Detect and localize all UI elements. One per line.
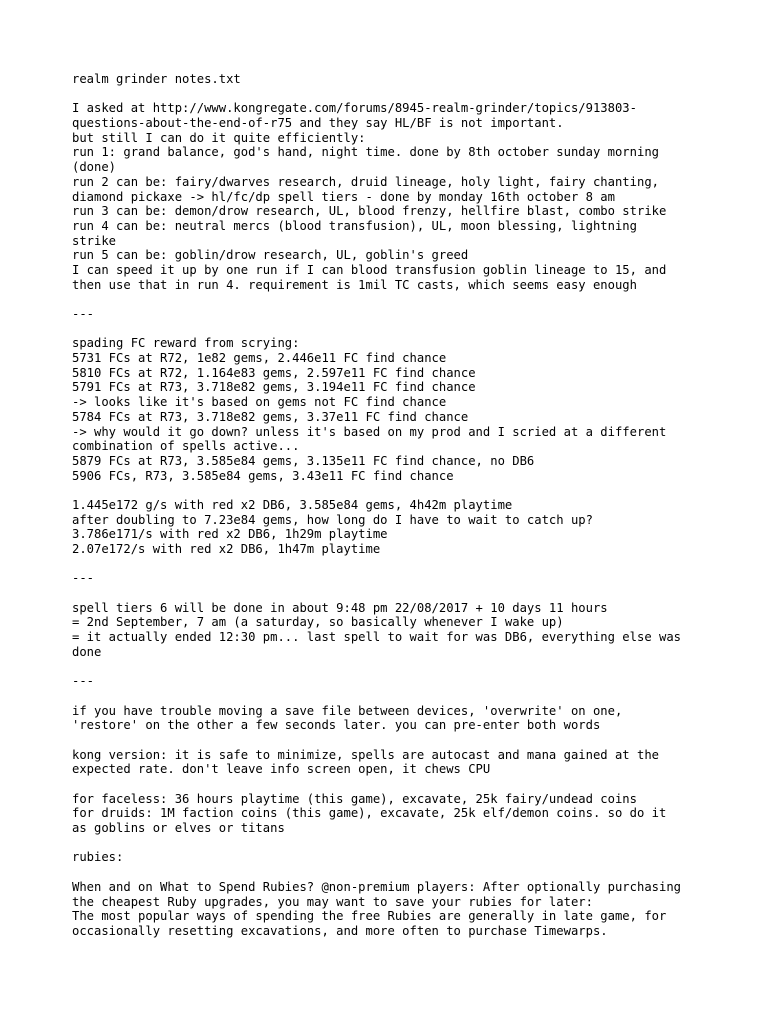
- text-line: 3.786e171/s with red x2 DB6, 1h29m playtime: [72, 527, 388, 542]
- text-line: 1.445e172 g/s with red x2 DB6, 3.585e84 gems, 4h42m playtime: [72, 497, 513, 512]
- text-line: [72, 836, 712, 851]
- text-line: for druids: 1M faction coins (this game), excavate, 25k elf/demon coins. so do it: [72, 806, 667, 821]
- text-line: 5791 FCs at R73, 3.718e82 gems, 3.194e11 FC find chance: [72, 380, 476, 395]
- text-line: [72, 777, 712, 792]
- text-line: but still I can do it quite efficiently:: [72, 130, 366, 145]
- text-line: after doubling to 7.23e84 gems, how long do I have to wait to catch up?: [72, 512, 593, 527]
- text-line: occasionally resetting excavations, and more often to purchase Timewarps.: [72, 923, 608, 938]
- text-line: (done): [72, 160, 117, 175]
- text-line: spell tiers 6 will be done in about 9:48 pm 22/08/2017 + 10 days 11 hours: [72, 600, 608, 615]
- text-line: [72, 483, 712, 498]
- text-line: done: [72, 644, 102, 659]
- text-line: = 2nd September, 7 am (a saturday, so basically whenever I wake up): [72, 615, 564, 630]
- text-line: The most popular ways of spending the free Rubies are generally in late game, for: [72, 909, 667, 924]
- text-line: 2.07e172/s with red x2 DB6, 1h47m playtime: [72, 542, 381, 556]
- text-line: When and on What to Spend Rubies? @non-premium players: After optionally purchasing: [72, 879, 682, 894]
- text-line: 'restore' on the other a few seconds later. you can pre-enter both words: [72, 718, 601, 733]
- text-line: [72, 322, 712, 337]
- text-line: spading FC reward from scrying:: [72, 336, 300, 351]
- text-line: [72, 557, 712, 572]
- text-document: [72, 72, 712, 939]
- text-line: [72, 292, 712, 307]
- text-line: run 1: grand balance, god's hand, night time. done by 8th october sunday morning: [72, 145, 659, 160]
- text-line: realm grinder notes.txt: [72, 72, 241, 86]
- text-line: run 5 can be: goblin/drow research, UL, goblin's greed: [72, 248, 469, 263]
- text-line: [72, 733, 712, 748]
- text-line: then use that in run 4. requirement is 1mil TC casts, which seems easy enough: [72, 277, 637, 292]
- text-line: [72, 660, 712, 675]
- text-line: ---: [72, 307, 95, 321]
- text-line: I can speed it up by one run if I can blood transfusion goblin lineage to 15, and: [72, 262, 667, 277]
- text-line: 5906 FCs, R73, 3.585e84 gems, 3.43e11 FC find chance: [72, 468, 454, 483]
- text-line: as goblins or elves or titans: [72, 821, 285, 836]
- text-line: 5784 FCs at R73, 3.718e82 gems, 3.37e11 FC find chance: [72, 409, 469, 424]
- text-line: [72, 586, 712, 601]
- text-line: I asked at http://www.kongregate.com/forums/8945-realm-grinder/topics/913803-: [72, 101, 637, 116]
- text-line: run 3 can be: demon/drow research, UL, blood frenzy, hellfire blast, combo strike: [72, 204, 667, 219]
- text-line: combination of spells active...: [72, 439, 300, 454]
- text-line: if you have trouble moving a save file between devices, 'overwrite' on one,: [72, 703, 623, 718]
- text-line: kong version: it is safe to minimize, spells are autocast and mana gained at the: [72, 747, 659, 762]
- text-line: run 4 can be: neutral mercs (blood transfusion), UL, moon blessing, lightning: [72, 218, 637, 233]
- text-line: 5810 FCs at R72, 1.164e83 gems, 2.597e11 FC find chance: [72, 365, 476, 380]
- text-line: [72, 689, 712, 704]
- text-line: rubies:: [72, 850, 124, 865]
- text-line: run 2 can be: fairy/dwarves research, druid lineage, holy light, fairy chanting,: [72, 174, 659, 189]
- text-line: ---: [72, 571, 95, 586]
- text-line: questions-about-the-end-of-r75 and they say HL/BF is not important.: [72, 116, 564, 131]
- text-line: 5731 FCs at R72, 1e82 gems, 2.446e11 FC find chance: [72, 351, 447, 366]
- text-line: strike: [72, 233, 117, 248]
- text-line: for faceless: 36 hours playtime (this game), excavate, 25k fairy/undead coins: [72, 791, 637, 806]
- text-line: -> looks like it's based on gems not FC find chance: [72, 395, 447, 410]
- text-line: expected rate. don't leave info screen open, it chews CPU: [72, 762, 491, 777]
- text-line: ---: [72, 674, 95, 689]
- text-line: -> why would it go down? unless it's based on my prod and I scried at a different: [72, 424, 667, 439]
- text-line: [72, 87, 712, 102]
- text-line: the cheapest Ruby upgrades, you may want to save your rubies for later:: [72, 894, 593, 909]
- text-line: 5879 FCs at R73, 3.585e84 gems, 3.135e11 FC find chance, no DB6: [72, 453, 535, 468]
- text-line: = it actually ended 12:30 pm... last spell to wait for was DB6, everything else was: [72, 630, 682, 645]
- text-line: [72, 865, 712, 880]
- text-line: diamond pickaxe -> hl/fc/dp spell tiers - done by monday 16th october 8 am: [72, 189, 615, 204]
